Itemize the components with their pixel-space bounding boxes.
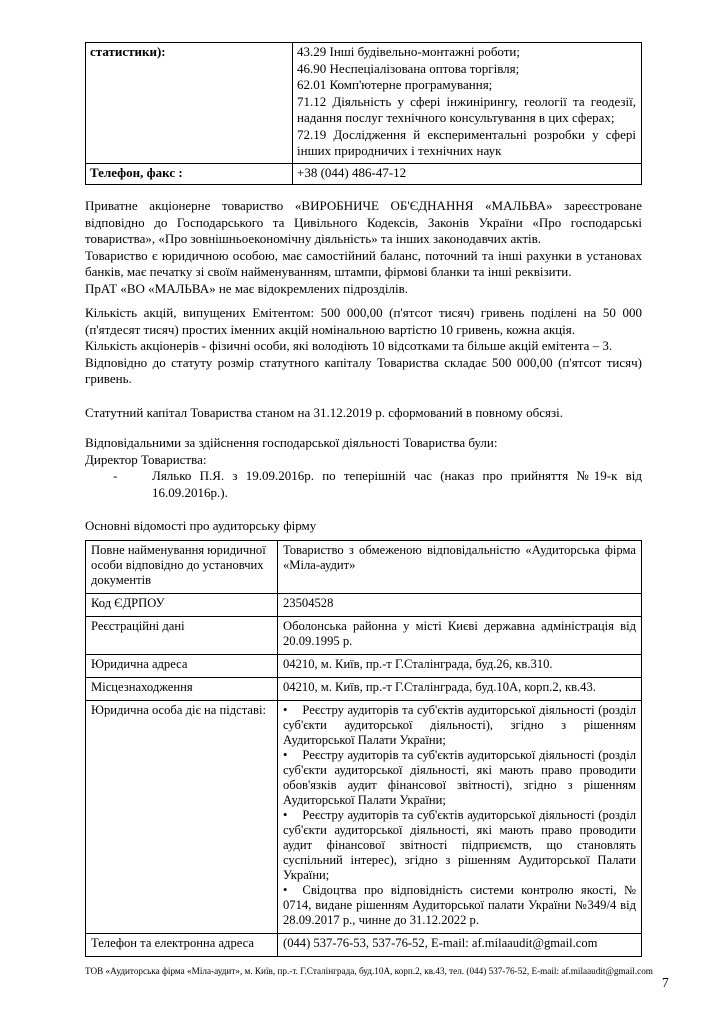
table-row — [86, 654, 642, 677]
row-label-edrpou: Код ЄДРПОУ — [86, 593, 278, 616]
audit-firm-table — [85, 540, 642, 957]
paragraph-statutory-capital: Відповідно до статуту розмір статутного капіталу Товариства складає 500 000,00 (п'ятсот тисяч) гривень. — [85, 354, 642, 386]
paragraph-company-registration: Приватне акціонерне товариство «ВИРОБНИЧЕ ОБ'ЄДНАННЯ «МАЛЬВА» зареєстроване відповідно до Господарського та Цивільного Кодексів, Законів України «Про господарські товариства», «Про зовнішньоекономічну діяльність» та інших законодавчих актів. — [85, 198, 642, 246]
activity-item: 43.29 Інші будівельно-монтажні роботи; — [297, 44, 521, 59]
row-value-phone-email: (044) 537-76-53, 537-76-52, E-mail: af.milaaudit@gmail.com — [278, 933, 642, 956]
page-number: 7 — [662, 975, 669, 990]
paragraph-shares-issued: Кількість акцій, випущених Емітентом: 500 000,00 (п'ятсот тисяч) гривень поділені на 50 000 (п'ятдесят тисяч) простих іменних акцій номінальною вартістю 10 гривень, кожна акція. — [85, 305, 642, 337]
bullet-item — [283, 703, 636, 748]
row-value-acts-on-basis — [278, 700, 642, 933]
paragraph-capital-formed: Статутний капітал Товариства станом на 31.12.2019 р. сформований в повному обсязі. — [85, 404, 563, 420]
audit-firm-heading: Основні відомості про аудиторську фірму — [85, 518, 317, 533]
row-value-registration: Оболонська районна у місті Києві державна адміністрація від 20.09.1995 р. — [278, 616, 642, 654]
table-row — [86, 593, 642, 616]
bullet-text: Реєстру аудиторів та суб'єктів аудиторської діяльності (розділ суб'єкти аудиторської діяльності, які мають право проводити обов'язків аудит фінансової звітності), згідно з рішенням Аудиторської Палати України; — [283, 747, 636, 807]
paragraph-legal-entity: Товариство є юридичною особою, має самостійний баланс, поточний та інші рахунки в установах банків, має печатку зі своїм найменуванням, штампи, фірмові бланки та інші реквізити. — [85, 247, 642, 279]
activity-item: 71.12 Діяльність у сфері інжинірингу, геології та геодезії, надання послуг технічного консультування в цих сферах; — [297, 93, 636, 125]
body-text — [85, 198, 642, 540]
bullet-icon: • — [283, 702, 288, 717]
bullet-text: Реєстру аудиторів та суб'єктів аудиторської діяльності (розділ суб'єкти аудиторської діяльності, які мають право проводити аудит фінансової звітності підприємств, що становлять суспільний інтерес), згідно з рішенням Аудиторської Палати України; — [283, 807, 636, 882]
row-value-legal-address: 04210, м. Київ, пр.-т Г.Сталінграда, буд.26, кв.310. — [278, 654, 642, 677]
bullet-item — [283, 883, 636, 928]
bullet-text: Реєстру аудиторів та суб'єктів аудиторської діяльності (розділ суб'єкти аудиторської діяльності), згідно з рішенням Аудиторської Палати України; — [283, 702, 636, 747]
table-row — [86, 616, 642, 654]
bullet-icon: • — [283, 882, 288, 897]
director-list-item — [85, 468, 642, 501]
row-label-location: Місцезнаходження — [86, 677, 278, 700]
row-label-full-name: Повне найменування юридичної особи відповідно до установчих документів — [86, 540, 278, 593]
row-label-legal-address: Юридична адреса — [86, 654, 278, 677]
table-row — [86, 163, 642, 185]
spacer — [85, 297, 642, 305]
table-row — [86, 43, 642, 164]
row-value-edrpou: 23504528 — [278, 593, 642, 616]
registrant-details-table — [85, 42, 642, 185]
row-label-statistics: статистики): — [86, 43, 293, 164]
row-label-registration: Реєстраційні дані — [86, 616, 278, 654]
bullet-icon: • — [283, 747, 288, 762]
page-content — [85, 42, 642, 957]
paragraph-shareholders-count: Кількість акціонерів - фізичні особи, які володіють 10 відсотками та більше акцій емітента – 3. — [85, 338, 613, 353]
bullet-item — [283, 748, 636, 808]
row-value-full-name: Товариство з обмеженою відповідальністю «Аудиторська фірма «Міла-аудит» — [278, 540, 642, 593]
bullet-text: Свідоцтва про відповідність системи контролю якості, № 0714, видане рішенням Аудиторської палати України №349/4 від 28.09.2017 р., чинне до 31.12.2022 р. — [283, 882, 636, 927]
director-label: Директор Товариства: — [85, 451, 207, 467]
spacer — [85, 501, 642, 518]
paragraph-no-subdivisions: ПрАТ «ВО «МАЛЬВА» не має відокремлених підрозділів. — [85, 280, 408, 296]
activity-item: 62.01 Комп'ютерне програмування; — [297, 77, 493, 92]
table-row — [86, 540, 642, 593]
director-item-text: Лялько П.Я. з 19.09.2016р. по теперішній час (наказ про прийняття №19-к від 16.09.2016р.). — [152, 468, 642, 500]
bullet-item — [283, 808, 636, 883]
table-row — [86, 700, 642, 933]
table-row — [86, 677, 642, 700]
table-row — [86, 933, 642, 956]
spacer — [85, 421, 642, 435]
row-label-acts-on-basis: Юридична особа діє на підставі: — [86, 700, 278, 933]
row-value-activities — [293, 43, 642, 164]
footer-firm-info: ТОВ «Аудиторська фірма «Міла-аудит», м. Київ, пр.-т. Г.Сталінграда, буд.10А, корп.2, кв.43, тел. (044) 537-76-52, E-mail: af.milaaudit@gmail.com — [85, 966, 653, 976]
activity-item: 46.90 Неспеціалізована оптова торгівля; — [297, 60, 520, 76]
row-value-phone-fax: +38 (044) 486-47-12 — [293, 163, 642, 185]
row-label-phone-email: Телефон та електронна адреса — [86, 933, 278, 956]
spacer — [85, 388, 642, 405]
activity-item: 72.19 Дослідження й експериментальні розробки у сфері інших природничих і технічних наук — [297, 126, 636, 158]
dash-marker: - — [113, 468, 118, 483]
row-value-location: 04210, м. Київ, пр.-т Г.Сталінграда, буд.10А, корп.2, кв.43. — [278, 677, 642, 700]
row-label-phone-fax: Телефон, факс : — [86, 163, 293, 185]
bullet-icon: • — [283, 807, 288, 822]
paragraph-responsible-intro: Відповідальними за здійснення господарської діяльності Товариства були: — [85, 435, 498, 450]
